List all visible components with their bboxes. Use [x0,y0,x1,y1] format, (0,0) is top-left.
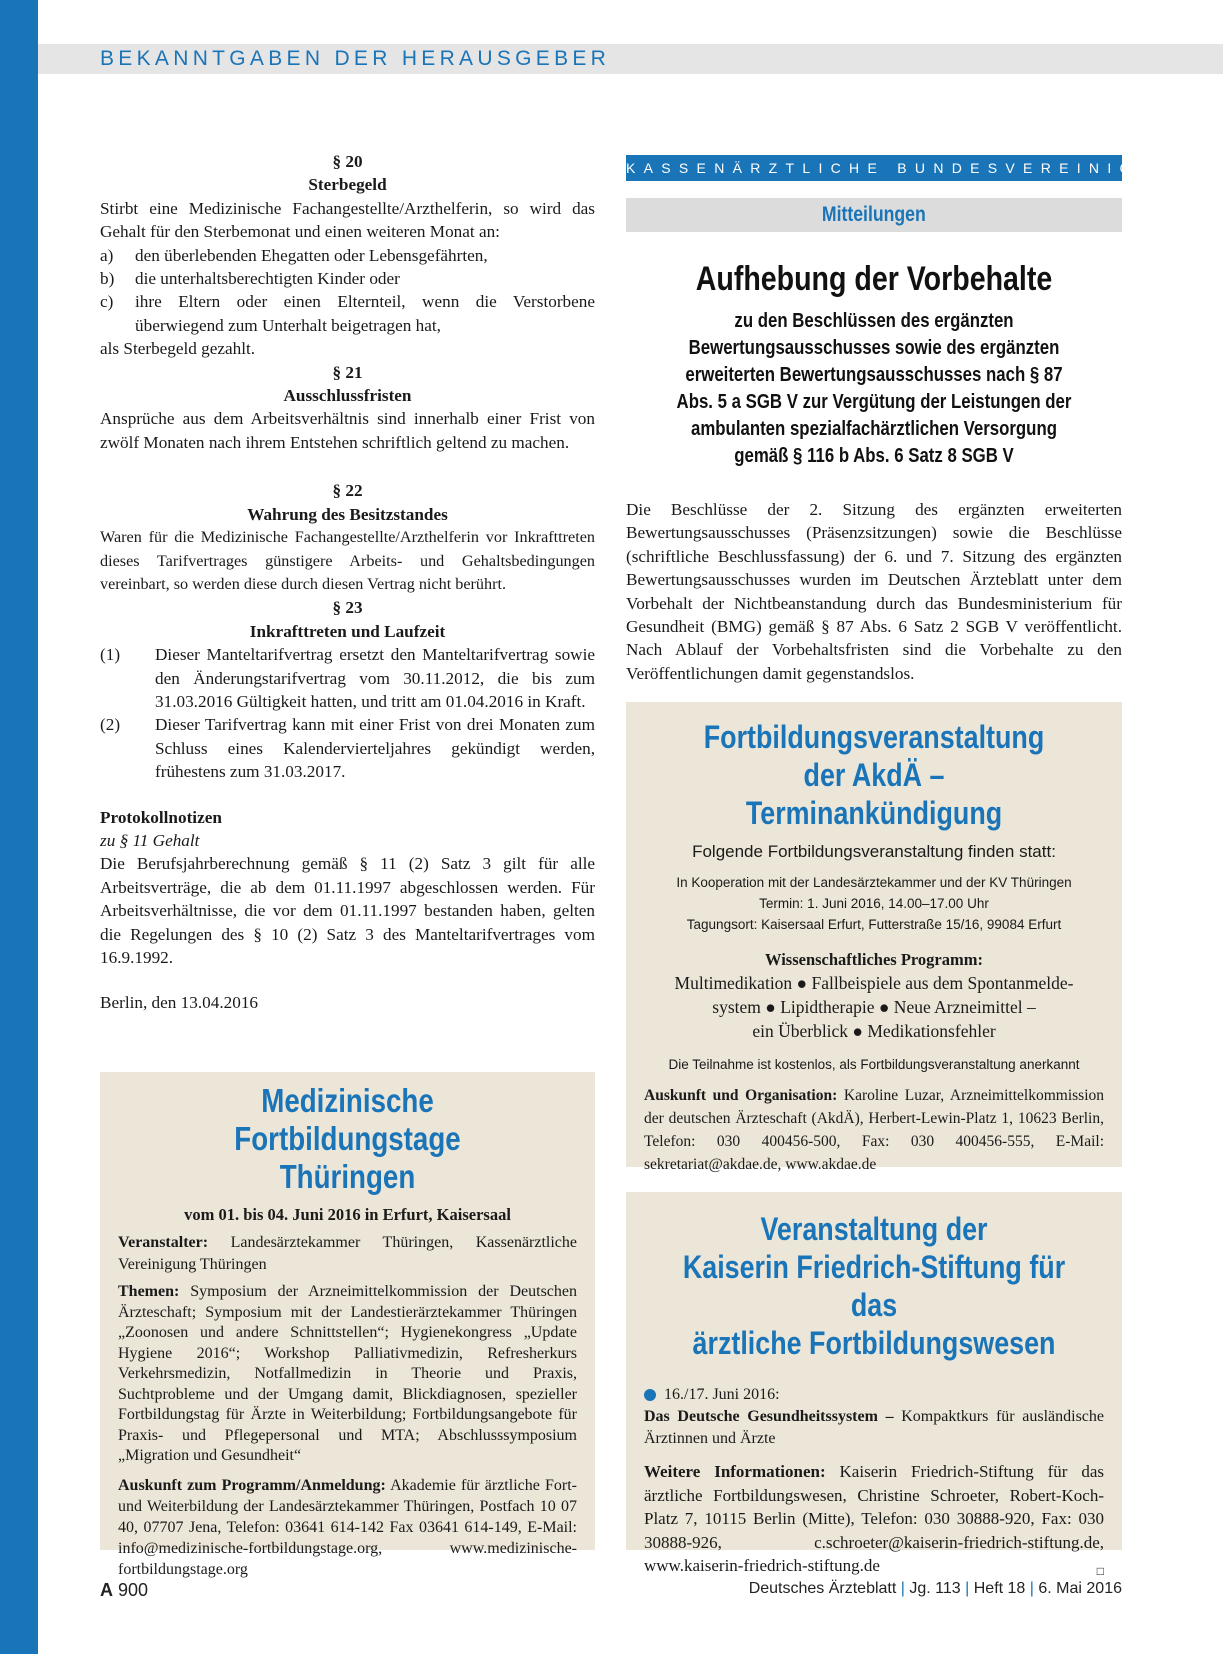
list-marker: (2) [100,715,121,735]
list-item [100,267,595,290]
protokollnotizen [100,806,595,1015]
course-date-text: 16./17. Juni 2016: [664,1386,780,1403]
auskunft-text: Karoline Luzar, Arzneimittelkommission der deutschen Ärzteschaft (AkdÄ), Herbert-Lewin-Platz 1, 10623 Berlin, Telefon: 030 400456-500, Fax: 030 400456-555, E-Mail: sekretariat@akdae.de, www.akdae.de [644,1087,1105,1173]
box-title: ärztliche Fortbildungswesen [692,1325,1056,1361]
section-title: Ausschlussfristen [283,386,412,406]
article-headline: Aufhebung der Vorbehalte [695,260,1053,298]
event-location: Tagungsort: Kaisersaal Erfurt, Futterstraße 15/16, 99084 Erfurt [686,917,1062,932]
kaiserin-box [626,1192,1122,1578]
auskunft [118,1475,577,1580]
program-title: Wissenschaftliches Programm: [765,950,983,969]
list-item [100,643,595,713]
protokoll-title: Protokollnotizen [100,807,222,827]
kbv-article [626,258,1122,685]
journal-name: Deutsches Ärzteblatt [748,1580,897,1597]
end-mark: □ [1096,1564,1104,1578]
akdae-auskunft [644,1084,1104,1176]
list-text: Dieser Tarifvertrag kann mit einer Frist von drei Monaten zum Schluss eines Kalendervierteljahres gekündigt werden, frühestens zum 31.03.2017. [155,715,595,782]
program-line: Multimedikation ● Fallbeispiele aus dem Spontanmelde- [674,973,1074,993]
footer-divider: | [900,1580,905,1597]
bullet-icon [644,1389,656,1401]
thueringen-box [100,1072,595,1578]
akdae-box [626,702,1122,1173]
footer-divider: | [965,1580,970,1597]
section-text: als Sterbegeld gezahlt. [100,339,256,359]
participation-note: Die Teilnahme ist kostenlos, als Fortbildungsveranstaltung anerkannt [668,1057,1080,1072]
list-marker: a) [100,245,114,265]
list-item [100,290,595,337]
box-title: Thüringen [279,1158,416,1195]
journal-footer [749,1580,1122,1598]
footer-divider: | [1029,1580,1034,1597]
box-title: Fortbildungsveranstaltung [703,719,1045,755]
box-lead: Folgende Fortbildungsveranstaltung finden statt: [692,842,1056,861]
section-21 [100,361,595,455]
event-info [644,872,1104,935]
program-list [644,971,1104,1043]
box-title: Veranstaltung der [760,1211,988,1247]
course-description [644,1406,1104,1450]
program-line: ein Überblick ● Medikationsfehler [752,1021,996,1041]
page-prefix: A [100,1580,113,1600]
themen-text: Symposium der Arzneimittelkommission der Deutschen Ärzteschaft; Symposium mit der Landestierärztekammer Thüringen „Zoonosen und andere Schnittstellen“; Hygienekongress „Update Hygiene 2016“; Workshop Palliativmedizin, Refresherkurs Verkehrsmedizin, Notfallmedizin in Theorie und Praxis, Suchtprobleme und der Umgang damit, Blickdiagnosen, spezieller Fortbildungstag für Ärzte in Weiterbildung; Fortbildungsangebote für Praxis- und Pflegepersonal und MTA; Abschlusssymposium „Migration und Gesundheit“ [118,1283,577,1464]
section-header [38,44,1223,74]
paragraph-number: § 20 [332,152,363,171]
event-date: Termin: 1. Juni 2016, 14.00–17.00 Uhr [759,896,989,911]
course-date [644,1384,1104,1406]
list-marker: b) [100,269,115,289]
article-subhead: zu den Beschlüssen des ergänzten Bewertungsausschusses sowie des ergänzten erweiterten Bewertungsausschusses nach § 87 Abs. 5 a SGB V zur Vergütung der Leistungen der ambulanten spezialfachärztlichen Versorgung gemäß § 116 b Abs. 6 Satz 8 SGB V [676,310,1072,467]
page-num: 900 [118,1580,149,1600]
list-marker: (1) [100,645,121,665]
section-title: Inkrafttreten und Laufzeit [249,621,446,641]
section-text: Stirbt eine Medizinische Fachangestellte/Arzthelferin, so wird das Gehalt für den Sterbemonat und einen weiteren Monat an: [100,198,595,242]
list-text: den überlebenden Ehegatten oder Lebensgefährten, [135,245,488,265]
box-title: Kaiserin Friedrich-Stiftung für das [682,1249,1066,1323]
list-text: ihre Eltern oder einen Elternteil, wenn die Verstorbene überwiegend zum Unterhalt beigetragen hat, [135,292,595,335]
themen-label: Themen: [118,1283,180,1300]
section-title: Sterbegeld [308,175,387,195]
section-label: BEKANNTGABEN DER HERAUSGEBER [100,47,611,70]
page-number [100,1580,148,1601]
journal-volume: Jg. 113 [909,1580,961,1597]
journal-issue: Heft 18 [973,1580,1026,1597]
program-line: system ● Lipidtherapie ● Neue Arzneimittel – [712,997,1036,1017]
box-title: Medizinische Fortbildungstage [234,1082,461,1157]
journal-date: 6. Mai 2016 [1038,1580,1122,1597]
section-22 [100,479,595,596]
list-text: die unterhaltsberechtigten Kinder oder [135,269,400,289]
section-20 [100,150,595,361]
themen [118,1282,577,1467]
article-body: Die Beschlüsse der 2. Sitzung des ergänzten erweiterten Bewertungsausschusses (Präsenzsitzungen) sowie die Beschlüsse (schriftliche Beschlussfassung) der 6. und 7. Sitzung des ergänzten Bewertungsausschusses wurden im Deutschen Ärzteblatt unter dem Vorbehalt der Nichtbeanstandung durch das Bundesministerium für Gesundheit (BMG) gemäß § 87 Abs. 6 Satz 2 SGB V veröffentlicht. Nach Ablauf der Vorbehaltsfristen sind die Vorbehalte zu den Veröffentlichungen damit gegenstandslos. [626,500,1122,683]
auskunft-label: Auskunft zum Programm/Anmeldung: [118,1476,386,1494]
course-title: Das Deutsche Gesundheitssystem – [644,1408,894,1425]
box-subtitle: vom 01. bis 04. Juni 2016 in Erfurt, Kaisersaal [184,1205,511,1224]
mitteilungen-bar [626,198,1122,232]
event-cooperation: In Kooperation mit der Landesärztekammer und der KV Thüringen [676,875,1072,890]
protokoll-subtitle: zu § 11 Gehalt [100,830,200,850]
list-marker: c) [100,292,114,312]
section-text: Ansprüche aus dem Arbeitsverhältnis sind innerhalb einer Frist von zwölf Monaten nach ihrem Entstehen schriftlich geltend zu machen. [100,409,595,452]
left-column [100,150,595,1015]
section-title: Wahrung des Besitzstandes [247,504,448,524]
box-title: der AkdÄ – Terminankündigung [745,757,1003,831]
section-23 [100,596,595,783]
weitere-informationen [644,1460,1104,1578]
weitere-label: Weitere Informationen: [644,1462,826,1481]
paragraph-number: § 21 [332,362,363,382]
side-color-bar [0,0,38,1654]
list-item [100,244,595,267]
mitteilungen-label: Mitteilungen [822,203,926,226]
place-date: Berlin, den 13.04.2016 [100,993,259,1013]
veranstalter [118,1232,577,1276]
list-text: Dieser Manteltarifvertrag ersetzt den Manteltarifvertrag sowie den Änderungstarifvertrag vom 30.11.2012, die bis zum 31.03.2016 Gültigkeit hatten, und tritt am 01.04.2016 in Kraft. [155,645,595,711]
protokoll-text: Die Berufsjahrberechnung gemäß § 11 (2) Satz 3 gilt für alle Arbeitsverträge, die ab dem 01.11.1997 abgeschlossen werden. Für Arbeitsverhältnisse, die vor dem 01.11.1997 bestanden haben, gelten die Regelungen des § 10 (2) Satz 3 des Manteltarifvertrages vom 16.9.1992. [100,854,595,967]
weitere-text: Kaiserin Friedrich-Stiftung für das ärztliche Fortbildungswesen, Christine Schroeter, Robert-Koch-Platz 7, 10115 Berlin (Mitte), Telefon: 030 30888-920, Fax: 030 30888-926, c.schroeter@kaiserin-friedrich-stiftung.de, www.kaiserin-friedrich-stiftung.de [644,1462,1105,1575]
course-text: Kompaktkurs für ausländische Ärztinnen und Ärzte [644,1408,1104,1447]
list-item [100,713,595,783]
kbv-bar: KASSENÄRZTLICHE BUNDESVEREINIGUNG [626,155,1122,181]
paragraph-number: § 23 [332,598,363,618]
paragraph-number: § 22 [332,481,363,501]
auskunft-text: Akademie für ärztliche Fort- und Weiterbildung der Landesärztekammer Thüringen, Postfach 10 07 40, 07707 Jena, Telefon: 03641 614-142 Fax 03641 614-149, E-Mail: info@medizinische-fortbildungstage.org, www.medizinische-fortbildungstage.org [118,1476,577,1578]
section-text: Waren für die Medizinische Fachangestellte/Arzthelferin vor Inkrafttreten dieses Tarifvertrages günstigere Arbeits- und Gehaltsbedingungen vereinbart, so werden diese durch diesen Vertrag nicht berührt. [100,528,595,593]
auskunft-label: Auskunft und Organisation: [644,1087,838,1104]
veranstalter-text: Landesärztekammer Thüringen, Kassenärztliche Vereinigung Thüringen [118,1234,578,1273]
veranstalter-label: Veranstalter: [118,1234,209,1251]
